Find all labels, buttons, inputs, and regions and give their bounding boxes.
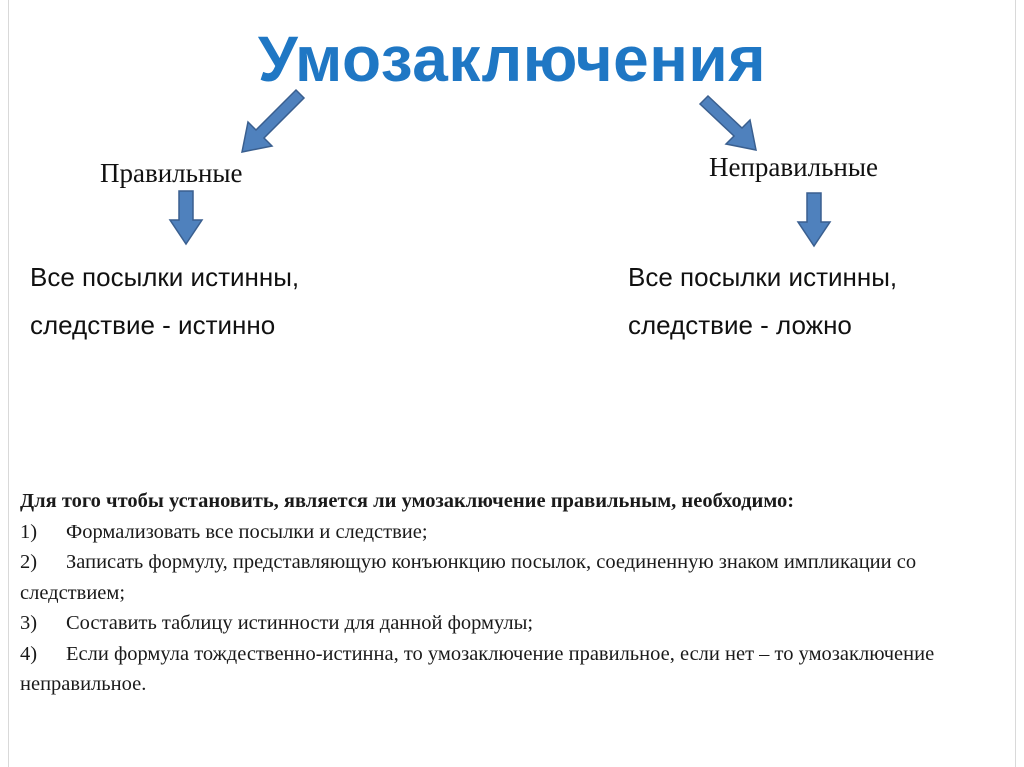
- arrow-down-right-icon: [698, 94, 762, 154]
- incorrect-line-2: следствие - ложно: [628, 310, 852, 340]
- arrow-down-icon: [168, 190, 204, 246]
- step-text: Формализовать все посылки и следствие;: [66, 520, 428, 543]
- incorrect-description: [628, 253, 897, 349]
- arrow-down-icon: [796, 192, 832, 248]
- step-text: Записать формулу, представляющую конъюнкцию посылок, соединенную знаком импликации со следствием;: [20, 551, 917, 604]
- left-border-line: [8, 0, 9, 767]
- correct-line-1: Все посылки истинны,: [30, 262, 300, 292]
- step-number: 4): [20, 642, 38, 665]
- method-step: [20, 608, 1010, 639]
- step-number: 3): [20, 612, 38, 634]
- method-step: [20, 639, 1010, 700]
- method-step: [20, 517, 1010, 548]
- step-text: Если формула тождественно-истинна, то умозаключение правильное, если нет – то умозаключение неправильное.: [20, 642, 935, 695]
- incorrect-line-1: Все посылки истинны,: [628, 262, 898, 292]
- correct-line-2: следствие - истинно: [30, 310, 276, 340]
- right-border-line: [1015, 0, 1016, 767]
- slide-title: Умозаключения: [257, 23, 767, 95]
- step-number: 1): [20, 520, 38, 543]
- method-block: [20, 486, 1010, 700]
- arrow-down-left-icon: [236, 88, 306, 158]
- step-text: Составить таблицу истинности для данной формулы;: [66, 612, 534, 634]
- step-number: 2): [20, 551, 38, 573]
- branch-label-incorrect: Неправильные: [709, 152, 878, 182]
- branch-label-correct: Правильные: [100, 158, 243, 188]
- correct-description: [30, 253, 299, 349]
- method-intro: Для того чтобы установить, является ли умозаключение правильным, необходимо:: [20, 490, 795, 512]
- method-step: [20, 547, 1010, 608]
